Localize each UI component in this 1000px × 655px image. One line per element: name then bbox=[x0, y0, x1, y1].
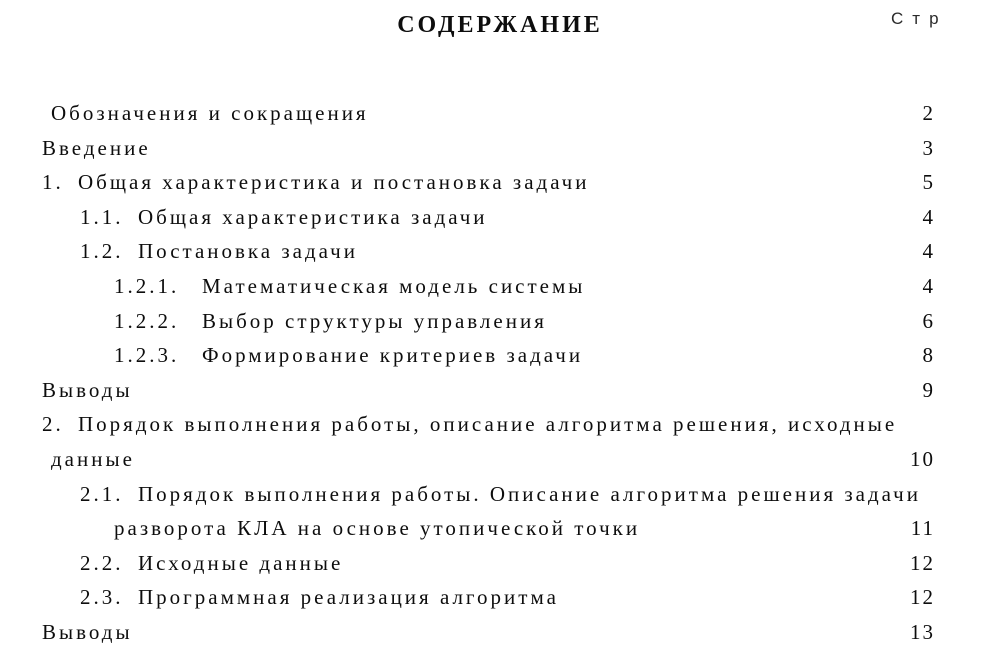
toc-row bbox=[0, 580, 1000, 615]
toc-entry-number: 1.2.1. bbox=[114, 273, 180, 298]
toc-row bbox=[0, 131, 1000, 166]
toc-entry-number: 1.2.3. bbox=[114, 343, 180, 368]
toc-row bbox=[0, 477, 1000, 512]
toc-entry-text: Обозначения и сокращения bbox=[51, 101, 369, 125]
toc-entry-text: данные bbox=[51, 446, 135, 471]
toc-entry-number: 1.1. bbox=[80, 204, 124, 229]
toc-row bbox=[0, 165, 1000, 200]
toc-row bbox=[0, 373, 1000, 408]
toc-row bbox=[0, 511, 1000, 546]
toc-entry-page: 9 bbox=[922, 377, 935, 402]
toc-entry-page: 4 bbox=[922, 204, 935, 229]
toc-entry-text: Выводы bbox=[42, 619, 133, 644]
toc-row bbox=[0, 442, 1000, 477]
toc-entry-page: 3 bbox=[922, 135, 935, 160]
toc-row bbox=[0, 269, 1000, 304]
toc-row bbox=[0, 615, 1000, 650]
toc-entry-text: Введение bbox=[42, 135, 151, 160]
toc-entry-page: 4 bbox=[922, 273, 935, 298]
toc-entry-page: 6 bbox=[922, 308, 935, 333]
page-title: СОДЕРЖАНИЕ bbox=[397, 12, 603, 38]
toc-entry-text: Программная реализация алгоритма bbox=[138, 585, 559, 610]
toc-entry-page: 4 bbox=[922, 239, 935, 264]
toc-entry-text: Общая характеристика задачи bbox=[138, 204, 488, 229]
toc-entry-page: 10 bbox=[910, 446, 935, 471]
toc-entry-text: Общая характеристика и постановка задачи bbox=[78, 170, 590, 195]
toc-entry-page: 13 bbox=[910, 619, 935, 644]
toc-entry-number: 2.1. bbox=[80, 481, 124, 506]
toc-entry-text: разворота КЛА на основе утопической точки bbox=[114, 516, 641, 541]
toc-entry-text: Постановка задачи bbox=[138, 239, 358, 264]
toc-entry-page: 2 bbox=[922, 101, 935, 125]
toc-entry-number: 2. bbox=[42, 412, 64, 437]
toc-entry-text: Порядок выполнения работы. Описание алгоритма решения задачи bbox=[138, 481, 921, 506]
toc-entry-number: 2.3. bbox=[80, 585, 124, 610]
toc-entry-text: Математическая модель системы bbox=[202, 273, 586, 298]
toc-row bbox=[0, 234, 1000, 269]
toc-row bbox=[0, 304, 1000, 339]
toc-entry-page: 8 bbox=[922, 343, 935, 368]
toc-entry-text: Выводы bbox=[42, 377, 133, 402]
toc-entry-number: 1.2. bbox=[80, 239, 124, 264]
toc-entry-page: 11 bbox=[910, 516, 935, 541]
toc-entry-text: Порядок выполнения работы, описание алгоритма решения, исходные bbox=[78, 412, 898, 437]
toc-row bbox=[0, 338, 1000, 373]
toc-entry-number: 1. bbox=[42, 170, 64, 195]
toc-list bbox=[0, 96, 1000, 650]
toc-entry-number: 2.2. bbox=[80, 550, 124, 575]
toc-row bbox=[0, 96, 1000, 131]
toc-entry-page: 12 bbox=[910, 550, 935, 575]
page-column-header: Стр bbox=[891, 9, 948, 28]
toc-row bbox=[0, 200, 1000, 235]
toc-entry-text: Исходные данные bbox=[138, 550, 344, 575]
toc-row bbox=[0, 407, 1000, 442]
toc-entry-page: 5 bbox=[922, 170, 935, 195]
toc-entry-page: 12 bbox=[910, 585, 935, 610]
toc-entry-text: Выбор структуры управления bbox=[202, 308, 547, 333]
toc-entry-number: 1.2.2. bbox=[114, 308, 180, 333]
toc-row bbox=[0, 546, 1000, 581]
toc-entry-text: Формирование критериев задачи bbox=[202, 343, 584, 368]
